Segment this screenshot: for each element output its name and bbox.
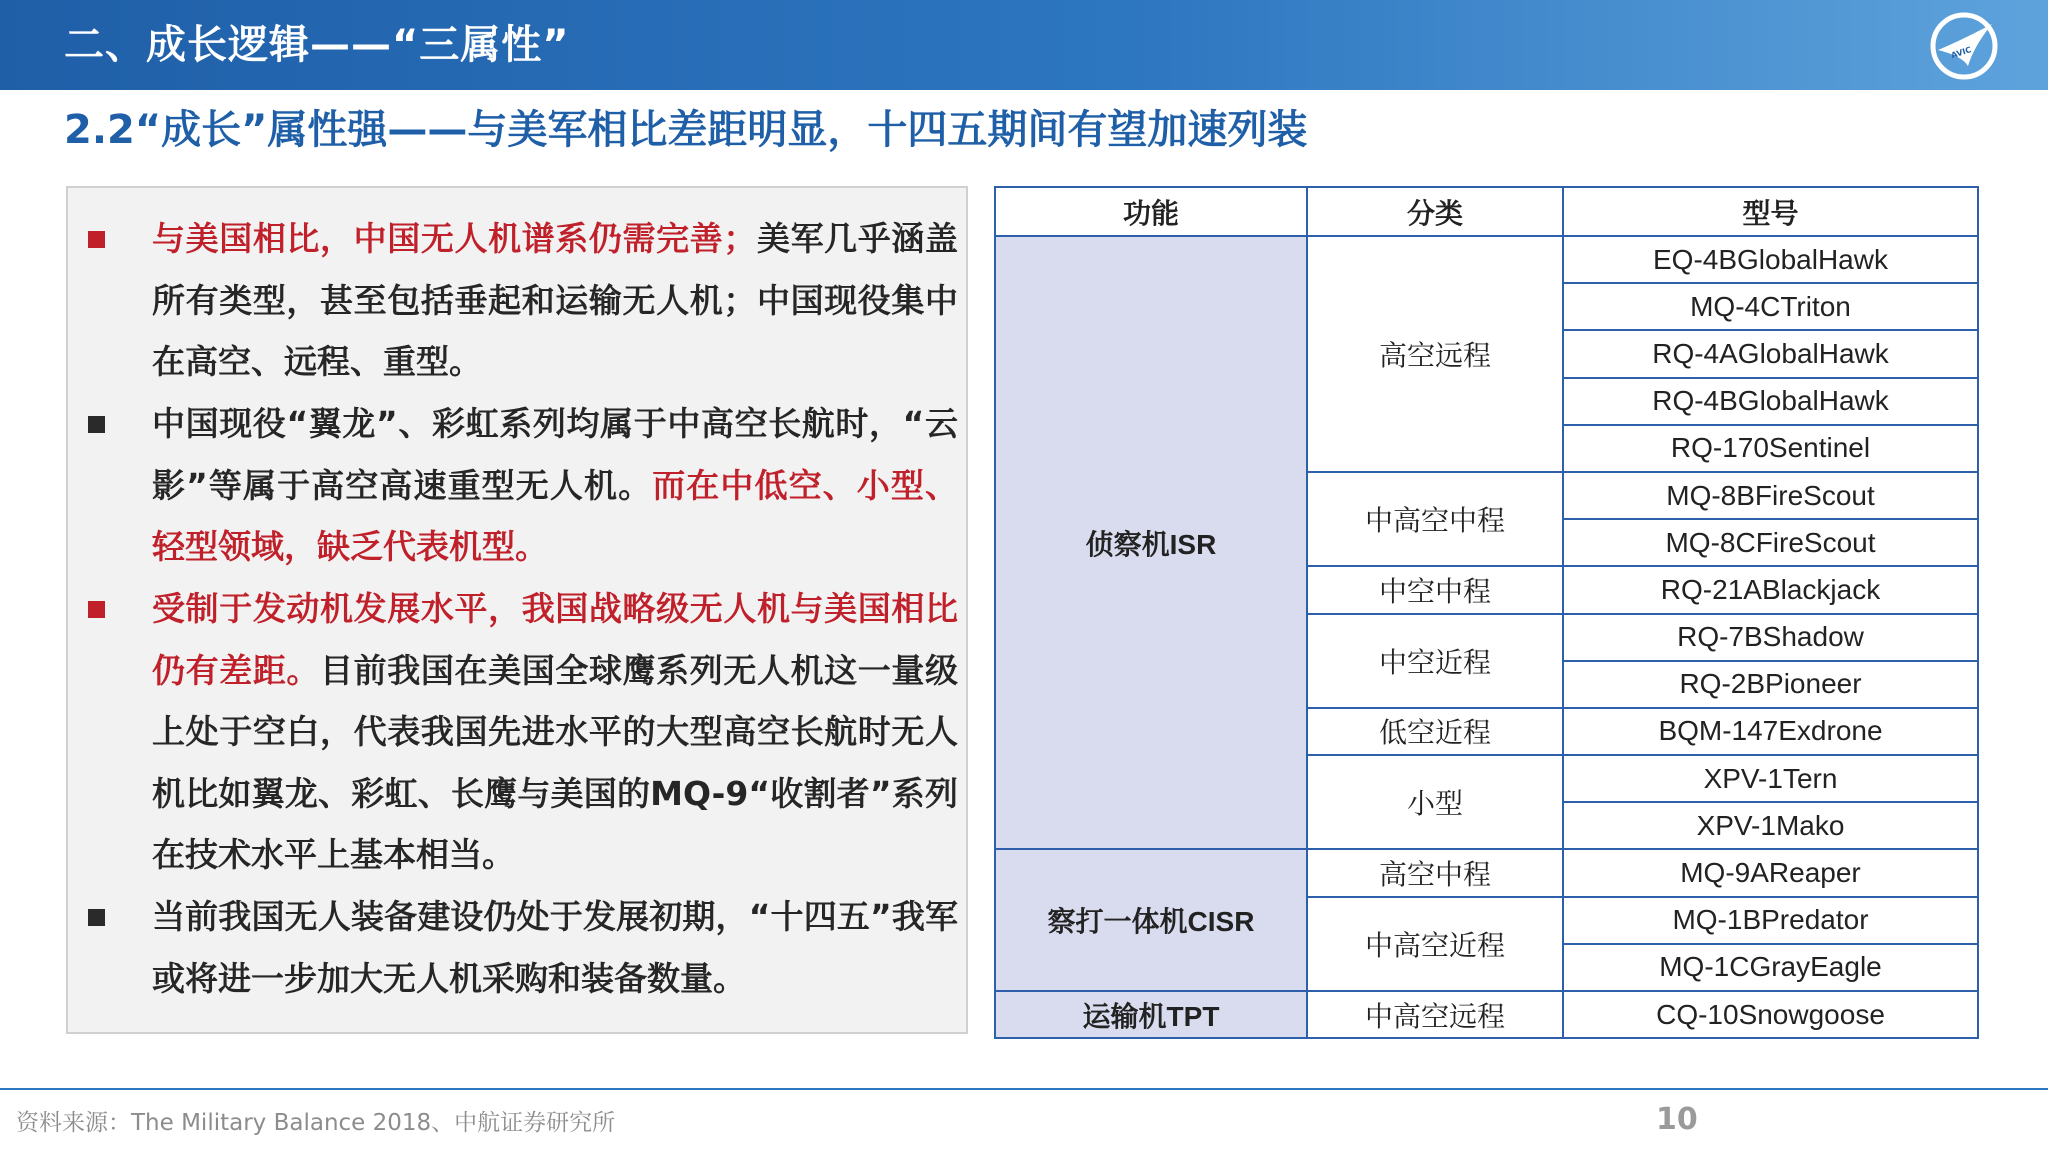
uav-table-wrapper xyxy=(994,186,1979,1039)
bullet-text: 中国现役“翼龙”、彩虹系列均属于中高空长航时，“云影”等属于高空高速重型无人机。 xyxy=(152,404,958,505)
bullet-item xyxy=(88,208,958,393)
model-cell: MQ-9AReaper xyxy=(1563,849,1978,896)
model-cell: CQ-10Snowgoose xyxy=(1563,991,1978,1038)
section-header-bar xyxy=(0,0,2048,90)
model-cell: MQ-8BFireScout xyxy=(1563,472,1978,519)
category-cell: 小型 xyxy=(1307,755,1563,849)
model-cell: RQ-2BPioneer xyxy=(1563,661,1978,708)
bullet-text: 当前我国无人装备建设仍处于发展初期，“十四五”我军或将进一步加大无人机采购和装备数量。 xyxy=(152,897,958,998)
table-row xyxy=(995,991,1978,1038)
category-cell: 中高空远程 xyxy=(1307,991,1563,1038)
square-bullet-icon xyxy=(88,909,105,926)
category-cell: 高空远程 xyxy=(1307,236,1563,472)
bullet-highlight: 而在中低空、小型、轻型领域，缺乏代表机型。 xyxy=(152,465,958,566)
table-row xyxy=(995,236,1978,283)
model-cell: XPV-1Mako xyxy=(1563,802,1978,849)
page-subtitle: 2.2“成长”属性强——与美军相比差距明显，十四五期间有望加速列装 xyxy=(64,107,1308,153)
model-cell: RQ-7BShadow xyxy=(1563,614,1978,661)
source-note: 资料来源：The Military Balance 2018、中航证券研究所 xyxy=(16,1110,616,1136)
function-cell: 察打一体机CISR xyxy=(995,849,1307,991)
square-bullet-icon xyxy=(88,231,105,248)
function-cell: 侦察机ISR xyxy=(995,236,1307,849)
model-cell: MQ-1CGrayEagle xyxy=(1563,944,1978,991)
avic-logo xyxy=(1928,10,2000,82)
header-function: 功能 xyxy=(995,187,1307,236)
footer-divider xyxy=(0,1088,2048,1090)
function-cell: 运输机TPT xyxy=(995,991,1307,1038)
table-header-row xyxy=(995,187,1978,236)
page-number: 10 xyxy=(1656,1102,1698,1137)
section-title: 二、成长逻辑——“三属性” xyxy=(64,22,570,68)
model-cell: MQ-8CFireScout xyxy=(1563,519,1978,566)
header-category: 分类 xyxy=(1307,187,1563,236)
bullet-text: 目前我国在美国全球鹰系列无人机这一量级上处于空白，代表我国先进水平的大型高空长航时无人机比如翼龙、彩虹、长鹰与美国的MQ-9“收割者”系列在技术水平上基本相当。 xyxy=(152,650,959,874)
model-cell: RQ-4BGlobalHawk xyxy=(1563,378,1978,425)
model-cell: EQ-4BGlobalHawk xyxy=(1563,236,1978,283)
model-cell: MQ-1BPredator xyxy=(1563,897,1978,944)
bullet-panel xyxy=(66,186,968,1034)
bullet-item xyxy=(88,886,958,1009)
category-cell: 中空中程 xyxy=(1307,566,1563,613)
square-bullet-icon xyxy=(88,601,105,618)
bullet-text: 美军几乎涵盖所有类型，甚至包括垂起和运输无人机；中国现役集中在高空、远程、重型。 xyxy=(152,219,959,381)
model-cell: RQ-170Sentinel xyxy=(1563,425,1978,472)
uav-table xyxy=(994,186,1979,1039)
bullet-highlight: 与美国相比，中国无人机谱系仍需完善； xyxy=(152,219,757,258)
bullet-highlight: 受制于发动机发展水平，我国战略级无人机与美国相比仍有差距。 xyxy=(152,589,958,690)
model-cell: RQ-21ABlackjack xyxy=(1563,566,1978,613)
category-cell: 中高空近程 xyxy=(1307,897,1563,991)
model-cell: RQ-4AGlobalHawk xyxy=(1563,330,1978,377)
logo-text: AVIC xyxy=(1949,45,1973,61)
category-cell: 高空中程 xyxy=(1307,849,1563,896)
category-cell: 中高空中程 xyxy=(1307,472,1563,566)
model-cell: MQ-4CTriton xyxy=(1563,283,1978,330)
square-bullet-icon xyxy=(88,416,105,433)
bullet-item xyxy=(88,578,958,886)
category-cell: 中空近程 xyxy=(1307,614,1563,708)
header-model: 型号 xyxy=(1563,187,1978,236)
model-cell: BQM-147Exdrone xyxy=(1563,708,1978,755)
category-cell: 低空近程 xyxy=(1307,708,1563,755)
model-cell: XPV-1Tern xyxy=(1563,755,1978,802)
table-row xyxy=(995,849,1978,896)
bullet-item xyxy=(88,393,958,578)
